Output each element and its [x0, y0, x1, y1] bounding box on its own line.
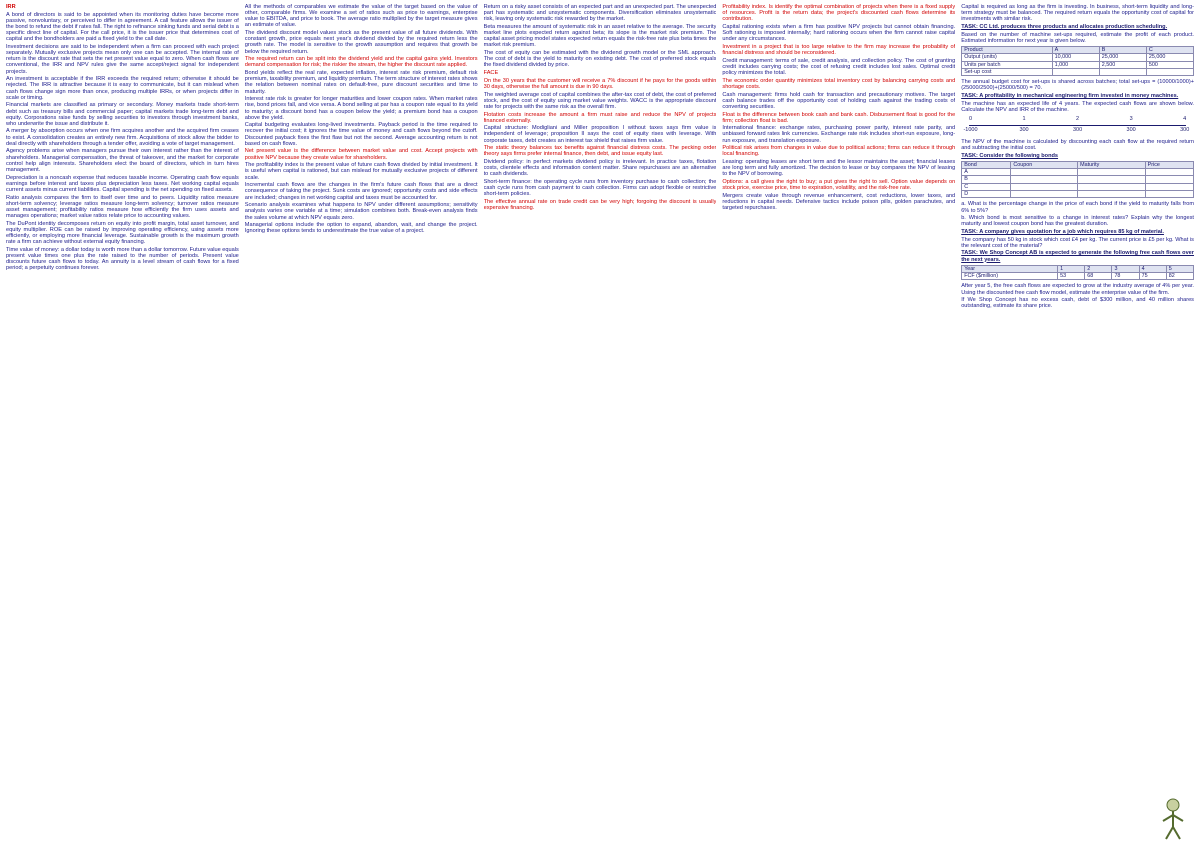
col3-paragraph: Flotation costs increase the amount a firm must raise and reduce the NPV of projects financed externally. — [483, 111, 717, 124]
fcf-table-header: 3 — [1112, 265, 1139, 272]
bond-table-cell — [1078, 183, 1146, 190]
bond-table-header: Bond — [962, 161, 1011, 168]
bond-table-header: Price — [1145, 161, 1193, 168]
col1-paragraph: Investment decisions are said to be independent when a firm can proceed with each project separately. Mutually exclusive projects mean only one can be accepted. The internal rate of return is the discount rate that sets the net present value equal to zero. When cash flows are conventional, the IRR and NPV rules give the same accept/reject signal for independent projects. — [6, 43, 239, 75]
bond-table-header: Coupon — [1011, 161, 1078, 168]
col2-paragraph: Capital budgeting evaluates long-lived investments. Payback period is the time required to recover the initial cost; it ignores the time value of money and cash flows beyond the cutoff. Discounted payback fixes the first flaw but not the second. Average accounting return is not based on cash flows. — [244, 122, 478, 147]
col3-paragraph: The cost of equity can be estimated with the dividend growth model or the SML approach. The cost of debt is the yield to maturity on existing debt. The cost of preferred stock equals the fixed dividend divided by price. — [483, 50, 717, 69]
fcf-table — [961, 265, 1194, 281]
fcf-table-row — [962, 273, 1194, 280]
col2-paragraph: Bond yields reflect the real rate, expected inflation, interest rate risk premium, default risk premium, taxability premium, and liquidity premium. The term structure of interest rates shows the relation between nominal rates on default-free, pure discount securities and time to maturity. — [244, 70, 478, 95]
col5-paragraph: The annual budget cost for set-ups is shared across batches; total set-ups = (10000/1000)+(25000/2500)+(25000/500) = 70. — [961, 79, 1194, 92]
col3-paragraph: Return on a risky asset consists of an expected part and an unexpected part. The unexpected part has systematic and unsystematic components. Diversification eliminates unsystematic risk, leaving only systematic risk rewarded by the market. — [483, 4, 717, 23]
fcf-table-header: Year — [962, 265, 1058, 272]
bond-table-cell — [1078, 176, 1146, 183]
col5-paragraph: The machine has an expected life of 4 years. The expected cash flows are shown below. Calculate the NPV and IRR of the machine. — [961, 100, 1194, 113]
bond-table-header: Maturity — [1078, 161, 1146, 168]
bond-table-cell — [1145, 176, 1193, 183]
timeline-cash-flow: 300 — [1126, 126, 1136, 133]
col1-paragraph: An investment is acceptable if the IRR exceeds the required return; otherwise it should be rejected. The IRR is attractive because it is easy to communicate, but it can mislead when cash flows change sign more than once, producing multiple IRRs, or when projects differ in scale or timing. — [6, 76, 239, 101]
product-table-cell: 1,000 — [1052, 61, 1099, 68]
timeline-cash-flow: -1000 — [963, 126, 978, 133]
col1-paragraph: Time value of money: a dollar today is worth more than a dollar tomorrow. Future value equals present value times one plus the rate raised to the number of periods. Present value discounts future cash flows to today. An annuity is a level stream of cash flows for a fixed period; a perpetuity continues forever. — [6, 246, 239, 272]
product-table-cell: 25,000 — [1099, 54, 1146, 61]
product-table — [961, 46, 1194, 76]
col1-paragraph: A bond of directors is said to be appointed when its monitoring duties have become more passive, nonvoluntary, or perceived to differ in agreement. A call feature allows the issuer of the bond to refund the debt if rates fall. The right to refinance sinking funds and serial debt is a specific direct line of capital. For the call price, it is the issuer price that determines cost of capital and the bondholders are paid a fixed yield to the call date. — [6, 11, 239, 43]
col5-paragraph: Capital is required as long as the firm is investing. In business, short-term liquidity and long-term strategy must be balanced. The required return equals the opportunity cost of capital for investments with similar risk. — [961, 4, 1194, 23]
col3-paragraph: Dividend policy: in perfect markets dividend policy is irrelevant. In practice taxes, flotation costs, clientele effects and information content matter. Share repurchases are an alternative to cash dividends. — [483, 159, 717, 178]
product-table-header: A — [1052, 46, 1099, 53]
bond-table-cell — [1011, 176, 1078, 183]
timeline-period-label: 3 — [1129, 115, 1133, 122]
col5-paragraph: TASK: We Shop Concept AB is expected to generate the following free cash flows over the next years. — [961, 250, 1194, 263]
col4-paragraph: Leasing: operating leases are short term and the lessor maintains the asset; financial leases are long term and fully amortized. The decision to lease or buy compares the NPV of leasing to the NPV of borrowing. — [722, 159, 956, 178]
text-column-3 — [484, 4, 717, 845]
col4-paragraph: Capital rationing exists when a firm has positive NPV projects but cannot obtain financing. Soft rationing is imposed internally; hard rationing occurs when the firm cannot raise capital under any circumstances. — [722, 23, 956, 43]
timeline-axis — [969, 125, 1186, 126]
timeline-period-label: 4 — [1183, 115, 1187, 122]
col5-paragraph: TASK: CC Ltd. produces three products and allocates production scheduling. — [961, 23, 1168, 30]
col2-paragraph: Interest rate risk is greater for longer maturities and lower coupon rates. When market rates rise, bond prices fall, and vice versa. A bond selling at par has a coupon rate equal to its yield to maturity; a discount bond has a coupon below the yield; a premium bond has a coupon above the yield. — [244, 96, 478, 121]
product-table-cell: 10,000 — [1052, 54, 1099, 61]
fcf-table-header: 2 — [1085, 265, 1112, 272]
fcf-table-cell: 78 — [1112, 273, 1139, 280]
col4-paragraph: International finance: exchange rates, purchasing power parity, interest rate parity, and unbiased forward rates link currencies. Exchange rate risk includes short-run exposure, long-run exposure, and translation exposure. — [722, 125, 956, 144]
bond-table-cell — [1011, 183, 1078, 190]
product-table-cell — [1099, 68, 1146, 75]
timeline-cash-flow: 300 — [1019, 126, 1029, 133]
product-table-row — [962, 61, 1194, 68]
col3-paragraph: The weighted average cost of capital combines the after-tax cost of debt, the cost of preferred stock, and the cost of equity using market value weights. WACC is the appropriate discount rate for projects with the same risk as the overall firm. — [483, 91, 717, 110]
bond-table-cell: C — [962, 183, 1011, 190]
col5-paragraph: TASK: A profitability in mechanical engineering firm invested in money machines. — [961, 92, 1179, 99]
col1-paragraph: Financial markets are classified as primary or secondary. Money markets trade short-term debt such as treasury bills and commercial paper; capital markets trade long-term debt and equity. Corporations raise funds by selling securities to investors through investment banks, who underwrite the issue and distribute it. — [6, 102, 239, 127]
col2-paragraph: The required return can be split into the dividend yield and the capital gains yield. Investors demand compensation for risk; the riskier the stream, the higher the discount rate applied. — [244, 56, 478, 69]
product-table-cell — [1052, 68, 1099, 75]
fcf-table-header: 5 — [1166, 265, 1193, 272]
col2-paragraph: The profitability index is the present value of future cash flows divided by initial investment. It is useful when capital is rationed, but can mislead for mutually exclusive projects of different scale. — [244, 162, 478, 181]
col5-paragraph: TASK: A company gives quotation for a job which requires 85 kg of material. — [961, 228, 1164, 235]
col2-paragraph: All the methods of comparables we estimate the value of the target based on the value of other, comparable firms. We examine a set of ratios such as price to earnings, enterprise value to EBITDA, and price to book. The average ratio multiplied by the target measure gives an estimate of value. — [244, 4, 478, 29]
bond-table-row — [962, 191, 1194, 198]
col5-paragraph: If We Shop Concept has no excess cash, debt of $300 million, and 40 million shares outstanding, estimate its share price. — [961, 297, 1194, 310]
product-table-cell: Units per batch — [962, 61, 1052, 68]
bond-table-cell: A — [962, 169, 1011, 176]
col4-paragraph: Float is the difference between book cash and bank cash. Disbursement float is good for the firm; collection float is bad. — [722, 111, 956, 124]
col3-paragraph: On the 30 years that the customer will receive a 7% discount if he pays for the goods within 30 days, otherwise the full amount is due in 90 days. — [483, 77, 717, 90]
col2-paragraph: Incremental cash flows are the changes in the firm's future cash flows that are a direct consequence of taking the project. Sunk costs are ignored; opportunity costs and side effects are included; changes in net working capital and taxes must be accounted for. — [244, 182, 478, 201]
col3-paragraph: The effective annual rate on trade credit can be very high; forgoing the discount is usually expensive financing. — [483, 199, 717, 212]
bond-table-row — [962, 176, 1194, 183]
product-table-header: Product — [962, 46, 1052, 53]
bond-table-row — [962, 183, 1194, 190]
fcf-table-cell: 75 — [1139, 273, 1166, 280]
col4-paragraph: Options: a call gives the right to buy; a put gives the right to sell. Option value depends on stock price, exercise price, time to expiration, volatility, and the risk-free rate. — [722, 179, 956, 192]
col4-paragraph: Profitability index. Is identify the optimal combination of projects when there is a fixed supply of resources. Profit is the return data; the project's discounted cash flows determine its contribution. — [722, 4, 956, 23]
text-column-2 — [245, 4, 478, 845]
product-table-cell: Output (units) — [962, 54, 1052, 61]
bond-table-cell — [1078, 169, 1146, 176]
product-table-row — [962, 54, 1194, 61]
col4-paragraph: The economic order quantity minimizes total inventory cost by balancing carrying costs and shortage costs. — [722, 77, 956, 90]
product-table-header: C — [1146, 46, 1193, 53]
timeline-cash-flow: 300 — [1180, 126, 1190, 133]
stick-figure-icon — [1156, 797, 1190, 841]
fcf-table-cell: 82 — [1166, 273, 1193, 280]
col4-paragraph: Credit management: terms of sale, credit analysis, and collection policy. The cost of granting credit includes carrying costs; the cost of refusing credit includes lost sales. Optimal credit policy minimizes the total. — [722, 57, 956, 77]
bond-table-cell — [1145, 169, 1193, 176]
bond-table-cell — [1078, 191, 1146, 198]
col1-paragraph: The DuPont identity decomposes return on equity into profit margin, total asset turnover, and equity multiplier. ROE can be raised by improving operating efficiency, using assets more efficiently, or employing more financial leverage. Sustainable growth is the maximum growth rate a firm can achieve without external equity financing. — [6, 220, 239, 246]
col1-paragraph: Depreciation is a noncash expense that reduces taxable income. Operating cash flow equals earnings before interest and taxes plus depreciation less taxes. Net working capital equals current assets minus current liabilities. Capital spending is the net spending on fixed assets. — [6, 174, 239, 193]
fcf-table-header: 1 — [1058, 265, 1085, 272]
col5-paragraph: a. What is the percentage change in the price of each bond if the yield to maturity falls from 6% to 5%? — [961, 201, 1194, 214]
timeline-period-label: 0 — [968, 115, 973, 122]
product-table-cell: 25,000 — [1146, 54, 1193, 61]
fcf-table-cell: FCF ($million) — [962, 273, 1058, 280]
timeline-cash-flow: 300 — [1072, 126, 1083, 133]
text-column-5 — [961, 4, 1194, 845]
text-column-4 — [722, 4, 955, 845]
col3-paragraph: The static theory balances tax benefits against financial distress costs. The pecking order theory says firms prefer internal finance, then debt, and issue equity last. — [483, 145, 717, 158]
fcf-table-cell: 68 — [1085, 273, 1112, 280]
col4-paragraph: Cash management: firms hold cash for transaction and precautionary motives. The target cash balance trades off the opportunity cost of holding cash against the trading costs of converting securities. — [722, 91, 956, 110]
col2-paragraph: Scenario analysis examines what happens to NPV under different assumptions; sensitivity analysis varies one variable at a time; simulation combines both. Break-even analysis finds the sales volume at which NPV equals zero. — [244, 202, 478, 221]
col5-paragraph: After year 5, the free cash flows are expected to grow at the industry average of 4% per year. Using the discounted free cash flow model, estimate the enterprise value of the firm. — [961, 283, 1194, 296]
bond-table-cell — [1145, 183, 1193, 190]
bond-table-cell: B — [962, 176, 1011, 183]
col1-paragraph: Agency problems arise when managers pursue their own interest rather than the interest of shareholders. Managerial compensation, the threat of takeover, and the market for corporate control help align interests. Shareholders elect the board of directors, which in turn hires management. — [6, 148, 239, 173]
col3-paragraph: FACE — [483, 70, 499, 77]
col4-paragraph: Mergers create value through revenue enhancement, cost reductions, lower taxes, and reductions in capital needs. Defensive tactics include poison pills, golden parachutes, and targeted repurchases. — [722, 192, 956, 212]
bond-table-row — [962, 169, 1194, 176]
cash-flow-timeline — [961, 115, 1194, 135]
product-table-header: B — [1099, 46, 1146, 53]
col5-paragraph: TASK: Consider the following bonds — [961, 152, 1059, 159]
product-table-cell — [1146, 68, 1193, 75]
product-table-row — [962, 68, 1194, 75]
product-table-cell: 2,500 — [1099, 61, 1146, 68]
col5-paragraph: Based on the number of machine set-ups required, estimate the profit of each product. Estimated information for next year is given below. — [961, 31, 1194, 44]
col3-paragraph: Capital structure: Modigliani and Miller proposition I without taxes says firm value is independent of leverage; proposition II says the cost of equity rises with leverage. With corporate taxes, debt creates an interest tax shield that raises firm value. — [483, 125, 717, 144]
col1-paragraph: A merger by absorption occurs when one firm acquires another and the acquired firm ceases to exist. A consolidation creates an entirely new firm. Acquisitions of stock allow the bidder to deal directly with shareholders through a tender offer, avoiding a vote of target management. — [6, 128, 239, 147]
bond-table-cell — [1011, 169, 1078, 176]
bond-table-cell: D — [962, 191, 1011, 198]
col2-paragraph: Managerial options include the option to expand, abandon, wait, and change the project. Ignoring these options tends to underestimate the true value of a project. — [244, 222, 478, 235]
bond-table-cell — [1011, 191, 1078, 198]
timeline-period-label: 1 — [1022, 115, 1026, 122]
fcf-table-header: 4 — [1139, 265, 1166, 272]
col4-paragraph: Investment in a project that is too large relative to the firm may increase the probability of financial distress and should be reconsidered. — [722, 43, 956, 57]
col5-paragraph: The NPV of the machine is calculated by discounting each cash flow at the required return and subtracting the initial cost. — [961, 138, 1194, 152]
col4-paragraph: Political risk arises from changes in value due to political actions; firms can reduce it through local financing. — [722, 145, 956, 158]
bond-table-cell — [1145, 191, 1193, 198]
col2-paragraph: Net present value is the difference between market value and cost. Accept projects with positive NPV because they create value for shareholders. — [244, 148, 478, 161]
product-table-cell: Set-up cost — [962, 68, 1052, 75]
col3-paragraph: Beta measures the amount of systematic risk in an asset relative to the average. The security market line plots expected return against beta; its slope is the market risk premium. The capital asset pricing model states expected return equals the risk-free rate plus beta times the market risk premium. — [483, 23, 717, 49]
fcf-table-cell: 53 — [1058, 273, 1085, 280]
col1-paragraph: IRR — [6, 4, 16, 10]
text-column-1 — [6, 4, 239, 845]
col5-paragraph: b. Which bond is most sensitive to a change in interest rates? Explain why the longest maturity and lowest coupon bond has the greatest duration. — [961, 215, 1194, 228]
col2-paragraph: The dividend discount model values stock as the present value of all future dividends. With constant growth, price equals next year's dividend divided by the required return less the growth rate. The model is sensitive to the growth assumption and requires that growth be below the required return. — [244, 30, 478, 55]
col3-paragraph: Short-term finance: the operating cycle runs from inventory purchase to cash collection; the cash cycle runs from cash payment to cash collection. Firms can adopt flexible or restrictive short-term policies. — [483, 179, 717, 198]
product-table-cell: 500 — [1146, 61, 1193, 68]
col1-paragraph: Ratio analysis compares the firm to itself over time and to peers. Liquidity ratios measure short-term solvency; leverage ratios measure long-term solvency; turnover ratios measure asset management; profitability ratios measure how efficiently the firm uses assets and manages operations; market value ratios relate price to accounting values. — [6, 194, 239, 219]
timeline-period-label: 2 — [1076, 115, 1080, 122]
bond-table — [961, 161, 1194, 198]
col5-paragraph: The company has 50 kg in stock which cost £4 per kg. The current price is £5 per kg. What is the relevant cost of the material? — [961, 236, 1194, 249]
